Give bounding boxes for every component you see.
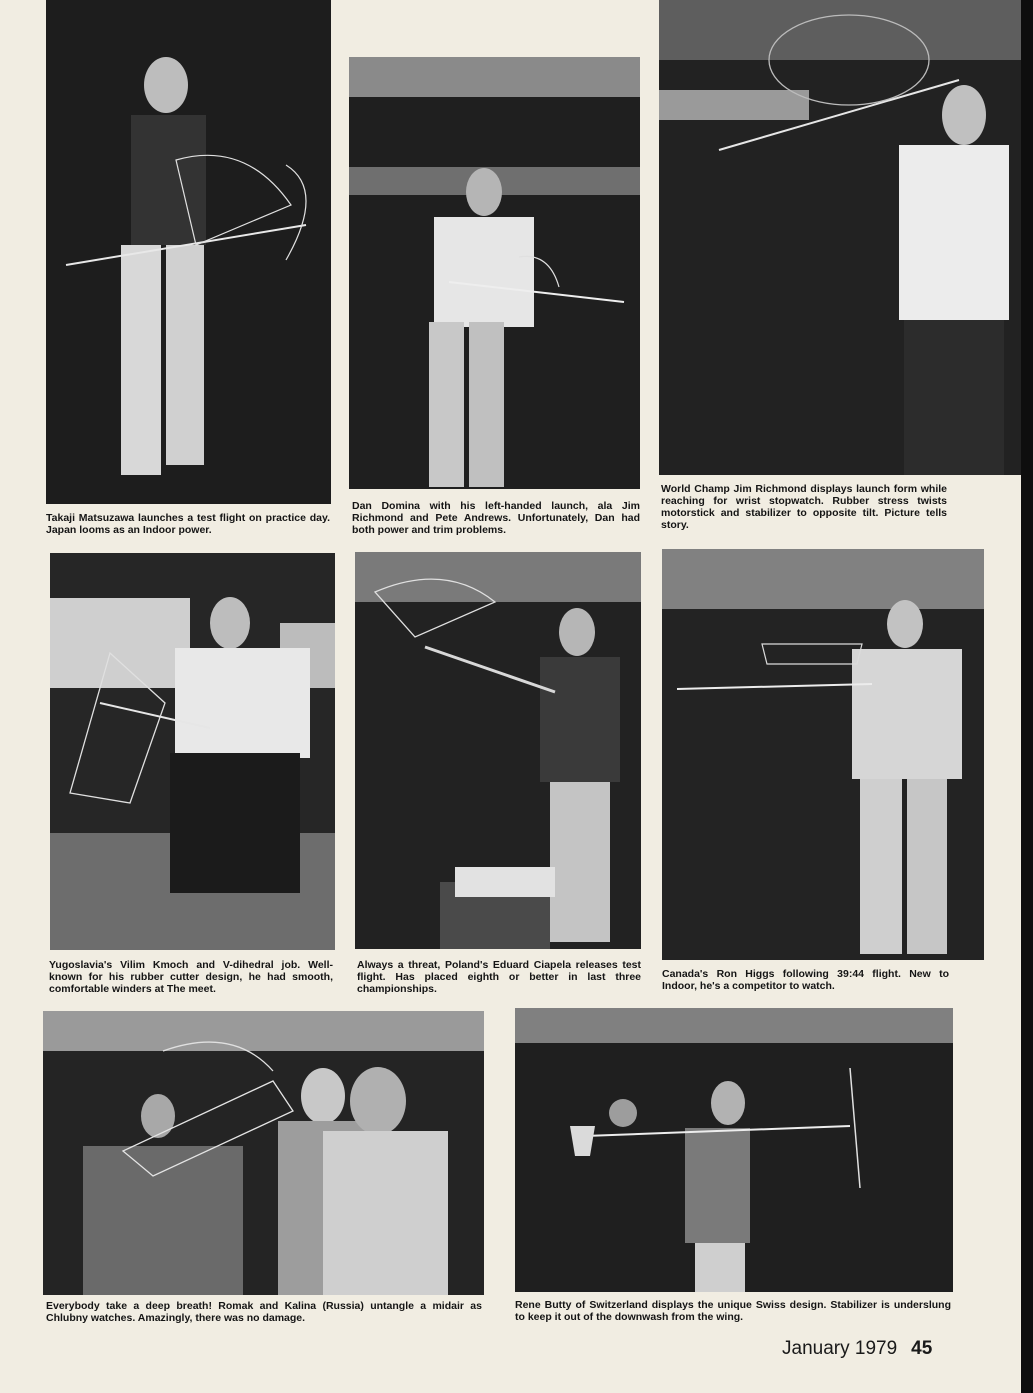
photo-richmond <box>659 0 1025 475</box>
photo-7-illustration <box>43 1011 484 1295</box>
page-footer <box>782 1338 932 1360</box>
caption-4: Yugoslavia's Vilim Kmoch and V-dihedral job. Well-known for his rubber cutter design, he had smooth, comfortable winders at The meet. <box>49 959 333 995</box>
photo-4-illustration <box>50 553 335 950</box>
photo-romak-kalina <box>43 1011 484 1295</box>
photo-higgs <box>662 549 984 960</box>
caption-6: Canada's Ron Higgs following 39:44 flight. New to Indoor, he's a competitor to watch. <box>662 968 949 992</box>
photo-ciapela <box>355 552 641 949</box>
photo-8-illustration <box>515 1008 953 1292</box>
caption-2: Dan Domina with his left-handed launch, ala Jim Richmond and Pete Andrews. Unfortunately, Dan had both power and trim problems. <box>352 500 640 536</box>
caption-5: Always a threat, Poland's Eduard Ciapela releases test flight. Has placed eighth or better in last three championships. <box>357 959 641 995</box>
issue-date: January 1979 <box>782 1338 898 1359</box>
photo-3-illustration <box>659 0 1025 475</box>
scan-edge <box>1021 0 1033 1393</box>
photo-2-illustration <box>349 57 640 489</box>
photo-domina <box>349 57 640 489</box>
caption-7: Everybody take a deep breath! Romak and Kalina (Russia) untangle a midair as Chlubny watches. Amazingly, there was no damage. <box>46 1300 482 1324</box>
caption-1: Takaji Matsuzawa launches a test flight on practice day. Japan looms as an Indoor power. <box>46 512 330 536</box>
photo-6-illustration <box>662 549 984 960</box>
photo-butty <box>515 1008 953 1292</box>
caption-3: World Champ Jim Richmond displays launch form while reaching for wrist stopwatch. Rubber stress twists motorstick and stabilizer to opposite tilt. Picture tells story. <box>661 483 947 531</box>
photo-1-illustration <box>46 0 331 504</box>
photo-matsuzawa <box>46 0 331 504</box>
photo-kmoch <box>50 553 335 950</box>
photo-5-illustration <box>355 552 641 949</box>
page-number: 45 <box>911 1338 933 1359</box>
caption-8: Rene Butty of Switzerland displays the unique Swiss design. Stabilizer is underslung to keep it out of the downwash from the wing. <box>515 1299 951 1323</box>
